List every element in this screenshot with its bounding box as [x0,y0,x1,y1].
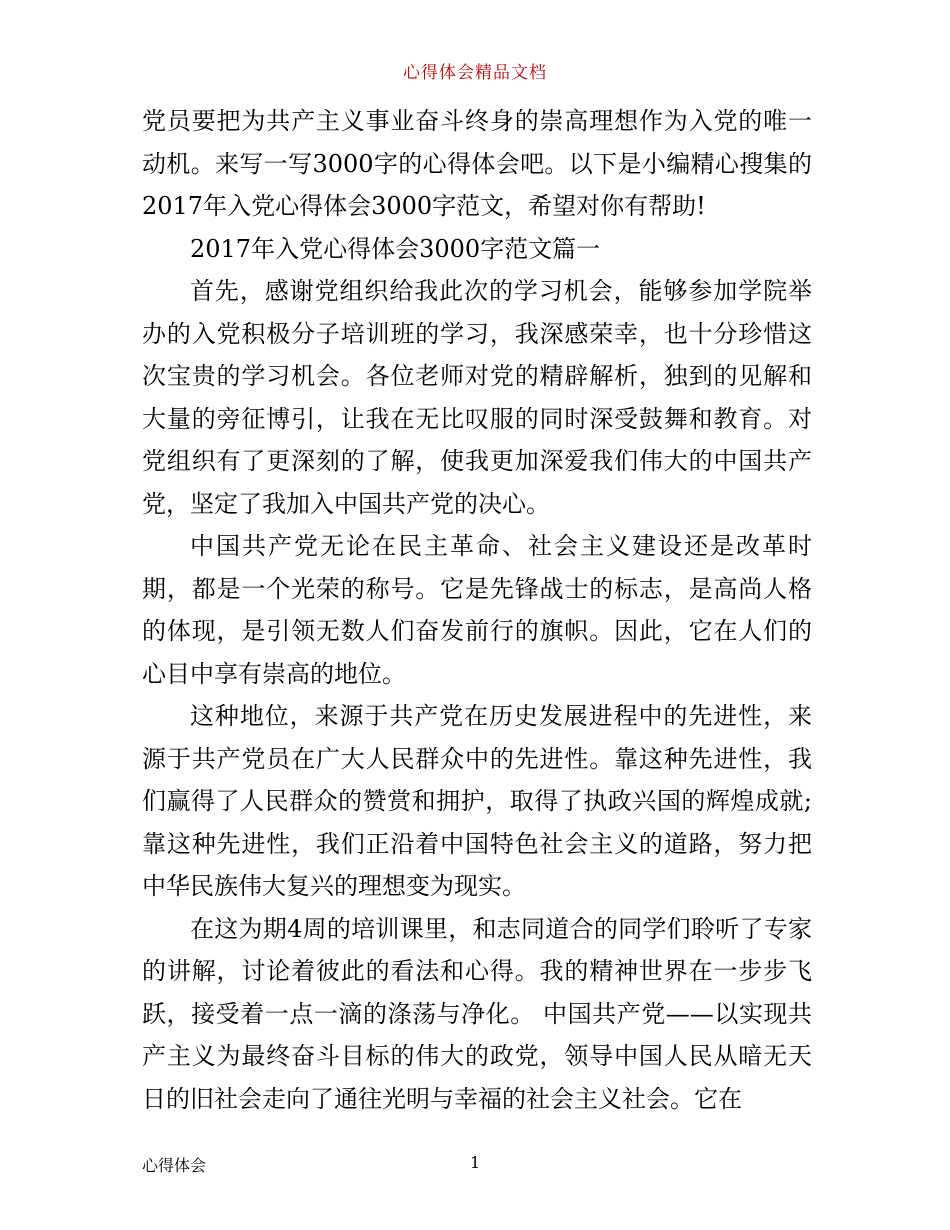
section-heading: 2017年入党心得体会3000字范文篇一 [190,234,601,263]
page-footer-label: 心得体会 [142,1156,207,1175]
body-paragraph: 中国共产党无论在民主革命、社会主义建设还是改革时期，都是一个光荣的称号。它是先锋战士的标志，是高尚人格的体现，是引领无数人们奋发前行的旗帜。因此，它在人们的心目中享有崇高的地位。 [142,532,812,688]
page-header-title: 心得体会精品文档 [403,63,547,83]
body-paragraph: 首先，感谢党组织给我此次的学习机会，能够参加学院举办的入党积极分子培训班的学习，我深感荣幸，也十分珍惜这次宝贵的学习机会。各位老师对党的精辟解析，独到的见解和大量的旁征博引，让我在无比叹服的同时深受鼓舞和教育。对党组织有了更深刻的了解，使我更加深爱我们伟大的中国共产党，坚定了我加入中国共产党的决心。 [142,277,812,518]
body-paragraph: 这种地位，来源于共产党在历史发展进程中的先进性，来源于共产党员在广大人民群众中的先进性。靠这种先进性，我们赢得了人民群众的赞赏和拥护，取得了执政兴国的辉煌成就;靠这种先进性，我们正沿着中国特色社会主义的道路，努力把中华民族伟大复兴的理想变为现实。 [142,702,812,900]
body-paragraph: 在这为期4周的培训课里，和志同道合的同学们聆听了专家的讲解，讨论着彼此的看法和心得。我的精神世界在一步步飞跃，接受着一点一滴的涤荡与净化。 中国共产党——以实现共产主义为最终奋斗目标的伟大的政党，领导中国人民从暗无天日的旧社会走向了通往光明与幸福的社会主义社会。它在 [142,914,812,1113]
document-body [142,100,812,1120]
page-number: 1 [470,1153,481,1172]
intro-paragraph: 党员要把为共产主义事业奋斗终身的崇高理想作为入党的唯一动机。来写一写3000字的心得体会吧。以下是小编精心搜集的2017年入党心得体会3000字范文，希望对你有帮助! [142,107,812,220]
